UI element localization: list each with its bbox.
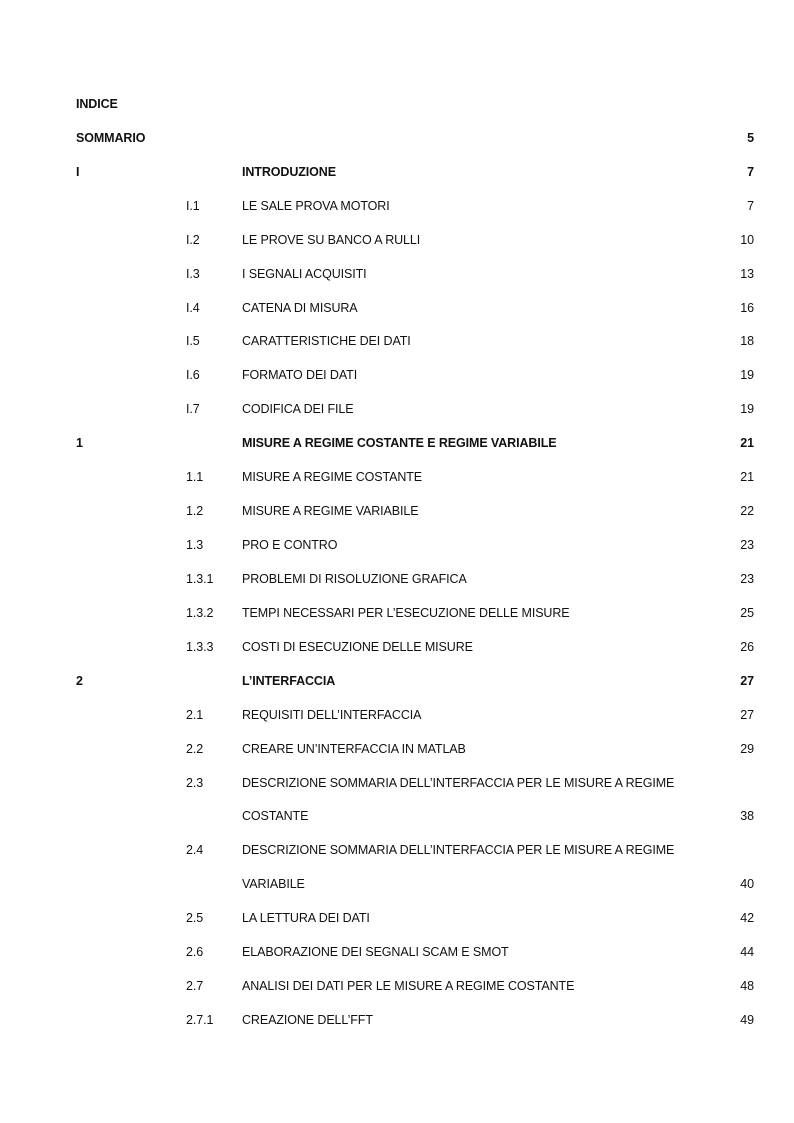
toc-entry-title: L’INTERFACCIA xyxy=(242,674,336,688)
toc-entry-page: 7 xyxy=(747,199,754,213)
toc-entry-title-continuation: COSTANTE xyxy=(242,809,309,823)
toc-entry-title: CODIFICA DEI FILE xyxy=(242,402,354,416)
toc-entry[interactable] xyxy=(0,537,794,553)
toc-entry-title-continuation: VARIABILE xyxy=(242,877,305,891)
toc-chapter-1[interactable] xyxy=(0,435,794,451)
toc-entry-number: 2.2 xyxy=(186,742,204,756)
toc-entry-number: I.6 xyxy=(186,368,200,382)
toc-entry-title: MISURE A REGIME VARIABILE xyxy=(242,504,419,518)
toc-entry-title: MISURE A REGIME COSTANTE E REGIME VARIABILE xyxy=(242,436,557,450)
toc-entry-title: FORMATO DEI DATI xyxy=(242,368,358,382)
toc-entry-number: 2.1 xyxy=(186,708,204,722)
toc-entry-page: 19 xyxy=(740,368,754,382)
toc-entry-title: LA LETTURA DEI DATI xyxy=(242,911,370,925)
toc-entry-title: I SEGNALI ACQUISITI xyxy=(242,267,367,281)
toc-entry-page: 38 xyxy=(740,809,754,823)
toc-entry-page: 27 xyxy=(740,674,754,688)
toc-entry[interactable] xyxy=(0,367,794,383)
toc-entry-number: I.7 xyxy=(186,402,200,416)
toc-chapter-2[interactable] xyxy=(0,673,794,689)
toc-entry-title: DESCRIZIONE SOMMARIA DELL’INTERFACCIA PER LE MISURE A REGIME xyxy=(242,776,675,790)
toc-entry-title: PRO E CONTRO xyxy=(242,538,338,552)
toc-entry[interactable] xyxy=(0,300,794,316)
toc-entry-page: 18 xyxy=(740,334,754,348)
toc-entry-page: 25 xyxy=(740,606,754,620)
toc-entry-page: 19 xyxy=(740,402,754,416)
toc-entry-continuation[interactable] xyxy=(0,808,794,824)
toc-entry-title: CREARE UN’INTERFACCIA IN MATLAB xyxy=(242,742,466,756)
toc-entry-title: CREAZIONE DELL’FFT xyxy=(242,1013,373,1027)
toc-entry-title: CARATTERISTICHE DEI DATI xyxy=(242,334,411,348)
toc-entry-title: COSTI DI ESECUZIONE DELLE MISURE xyxy=(242,640,473,654)
toc-entry-number: 1.3.1 xyxy=(186,572,214,586)
toc-entry-number: 2.6 xyxy=(186,945,204,959)
toc-entry-page: 44 xyxy=(740,945,754,959)
toc-entry-sommario[interactable] xyxy=(0,130,794,146)
toc-entry-number: 2 xyxy=(76,674,83,688)
toc-entry-number: 1.3 xyxy=(186,538,204,552)
toc-entry-number: I.1 xyxy=(186,199,200,213)
toc-entry[interactable] xyxy=(0,842,794,858)
toc-entry[interactable] xyxy=(0,198,794,214)
toc-entry[interactable] xyxy=(0,741,794,757)
toc-entry[interactable] xyxy=(0,333,794,349)
toc-chapter-I[interactable] xyxy=(0,164,794,180)
toc-entry-continuation[interactable] xyxy=(0,876,794,892)
toc-entry-title: ELABORAZIONE DEI SEGNALI SCAM E SMOT xyxy=(242,945,509,959)
toc-entry[interactable] xyxy=(0,266,794,282)
toc-entry-page: 40 xyxy=(740,877,754,891)
toc-entry-number: I.5 xyxy=(186,334,200,348)
toc-entry-number: 2.5 xyxy=(186,911,204,925)
toc-entry[interactable] xyxy=(0,232,794,248)
toc-entry-title: ANALISI DEI DATI PER LE MISURE A REGIME COSTANTE xyxy=(242,979,575,993)
toc-entry[interactable] xyxy=(0,571,794,587)
toc-entry-page: 42 xyxy=(740,911,754,925)
toc-entry-page: 13 xyxy=(740,267,754,281)
toc-entry-number: I.2 xyxy=(186,233,200,247)
toc-entry-title: MISURE A REGIME COSTANTE xyxy=(242,470,423,484)
toc-entry-page: 23 xyxy=(740,538,754,552)
toc-entry[interactable] xyxy=(0,469,794,485)
toc-entry[interactable] xyxy=(0,605,794,621)
toc-entry-page: 21 xyxy=(740,470,754,484)
toc-entry-title: DESCRIZIONE SOMMARIA DELL’INTERFACCIA PER LE MISURE A REGIME xyxy=(242,843,675,857)
toc-entry-number: 1.3.2 xyxy=(186,606,214,620)
toc-entry[interactable] xyxy=(0,707,794,723)
toc-entry[interactable] xyxy=(0,910,794,926)
toc-entry-page: 21 xyxy=(740,436,754,450)
toc-entry-number: 1 xyxy=(76,436,83,450)
toc-entry[interactable] xyxy=(0,978,794,994)
toc-entry-title: LE PROVE SU BANCO A RULLI xyxy=(242,233,421,247)
toc-entry-title: SOMMARIO xyxy=(76,131,146,145)
toc-entry-number: 1.2 xyxy=(186,504,204,518)
toc-entry-page: 48 xyxy=(740,979,754,993)
toc-entry-number: I xyxy=(76,165,80,179)
toc-entry-title: INTRODUZIONE xyxy=(242,165,336,179)
toc-entry[interactable] xyxy=(0,639,794,655)
toc-entry-title: CATENA DI MISURA xyxy=(242,301,358,315)
toc-entry-title: PROBLEMI DI RISOLUZIONE GRAFICA xyxy=(242,572,467,586)
toc-entry-page: 7 xyxy=(747,165,754,179)
toc-entry[interactable] xyxy=(0,401,794,417)
toc-entry[interactable] xyxy=(0,503,794,519)
toc-entry-title: REQUISITI DELL’INTERFACCIA xyxy=(242,708,422,722)
toc-entry-page: 16 xyxy=(740,301,754,315)
toc-entry-number: I.4 xyxy=(186,301,200,315)
toc-entry-number: 2.7 xyxy=(186,979,204,993)
toc-entry-number: I.3 xyxy=(186,267,200,281)
toc-entry-number: 2.4 xyxy=(186,843,204,857)
toc-entry-page: 26 xyxy=(740,640,754,654)
toc-entry-page: 10 xyxy=(740,233,754,247)
toc-entry-page: 5 xyxy=(747,131,754,145)
toc-entry-title: LE SALE PROVA MOTORI xyxy=(242,199,390,213)
toc-entry-page: 29 xyxy=(740,742,754,756)
toc-entry[interactable] xyxy=(0,944,794,960)
toc-entry-title: TEMPI NECESSARI PER L’ESECUZIONE DELLE MISURE xyxy=(242,606,570,620)
toc-entry-number: 1.1 xyxy=(186,470,204,484)
toc-entry[interactable] xyxy=(0,775,794,791)
toc-entry[interactable] xyxy=(0,1012,794,1028)
toc-heading: INDICE xyxy=(76,97,118,111)
toc-entry-number: 2.3 xyxy=(186,776,204,790)
toc-entry-page: 49 xyxy=(740,1013,754,1027)
toc-entry-page: 27 xyxy=(740,708,754,722)
toc-entry-number: 2.7.1 xyxy=(186,1013,214,1027)
toc-entry-page: 23 xyxy=(740,572,754,586)
toc-entry-page: 22 xyxy=(740,504,754,518)
toc-entry-number: 1.3.3 xyxy=(186,640,214,654)
